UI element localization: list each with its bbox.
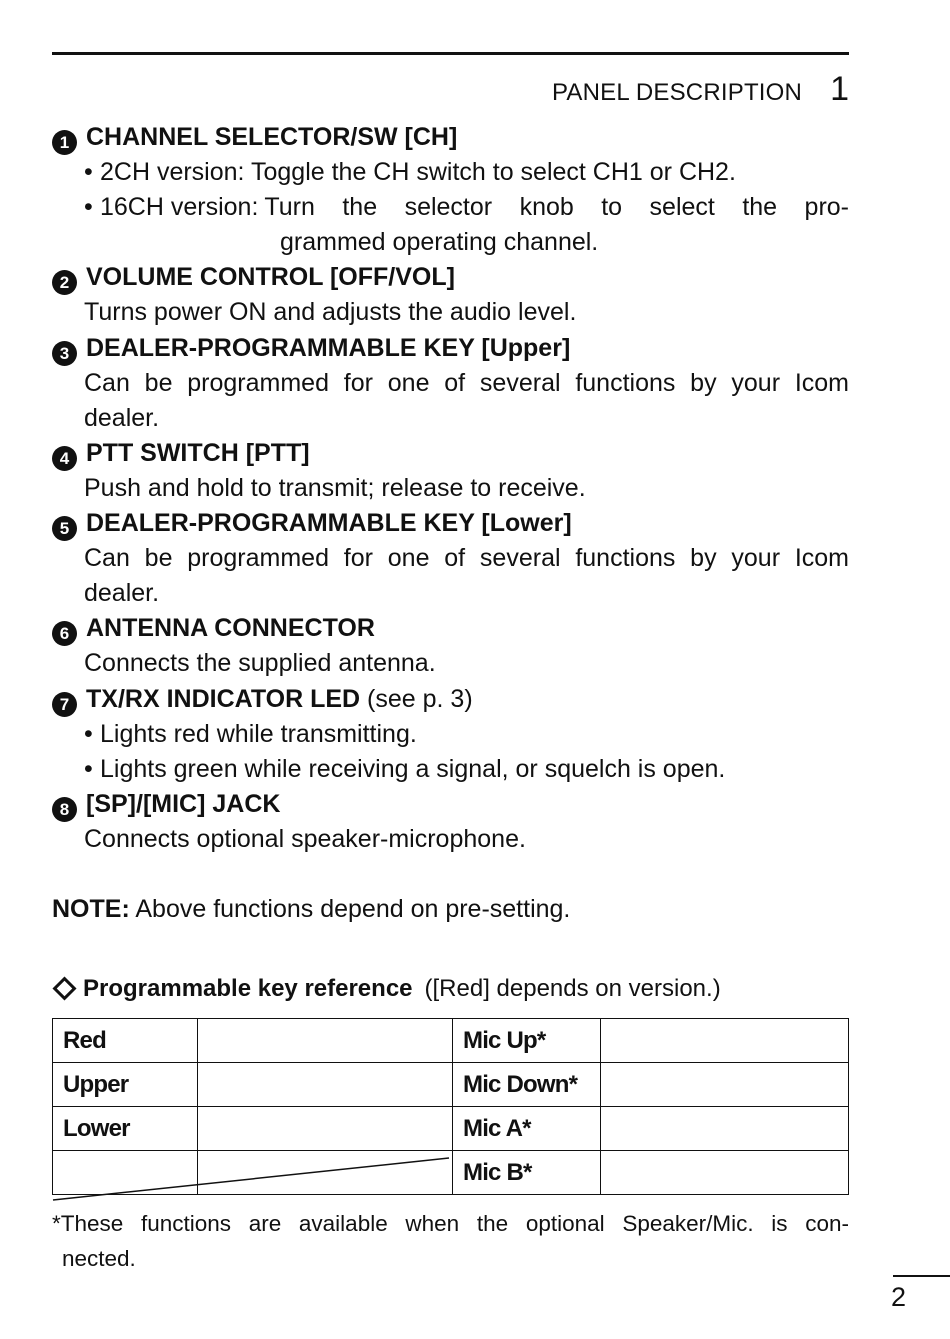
- reference-subtitle: ([Red] depends on version.): [424, 975, 721, 1002]
- item-title: DEALER-PROGRAMMABLE KEY [Lower]: [86, 509, 572, 538]
- item-description: Connects the supplied antenna.: [84, 649, 436, 678]
- top-rule: [52, 52, 849, 55]
- running-header: [552, 70, 849, 109]
- table-row: [53, 1107, 849, 1151]
- item-antenna-connector: [52, 611, 849, 646]
- note: [52, 892, 849, 927]
- number-marker: 2: [52, 270, 77, 295]
- item-description: dealer.: [84, 579, 160, 608]
- note-text: Above functions depend on pre-setting.: [135, 895, 571, 924]
- chapter-number: 1: [830, 70, 849, 108]
- page-number-rule: [893, 1275, 950, 1277]
- note-label: NOTE:: [52, 895, 130, 924]
- number-marker: 7: [52, 692, 77, 717]
- right-key-cell: Mic B*: [453, 1151, 601, 1195]
- number-marker: 3: [52, 341, 77, 366]
- item-description: Can be programmed for one of several functions by your Icom: [84, 368, 849, 397]
- footnote-line: nected.: [62, 1246, 136, 1271]
- left-key-cell: Red: [53, 1019, 198, 1063]
- reference-heading: [52, 975, 721, 1003]
- number-marker: 4: [52, 446, 77, 471]
- item-title: VOLUME CONTROL [OFF/VOL]: [86, 263, 455, 292]
- diamond-icon: [52, 977, 76, 1001]
- item-title: CHANNEL SELECTOR/SW [CH]: [86, 123, 458, 151]
- page-number: 2: [891, 1282, 907, 1312]
- item-description: dealer.: [84, 403, 160, 432]
- number-marker: 8: [52, 797, 77, 822]
- right-key-cell: Mic Up*: [453, 1019, 601, 1063]
- item-txrx-indicator: [52, 682, 849, 717]
- bullet-item: • 16CH version: Turn the selector knob to select the pro-: [84, 193, 849, 222]
- item-title: ANTENNA CONNECTOR: [86, 614, 375, 643]
- left-value-cell: [198, 1107, 453, 1151]
- right-key-cell: Mic A*: [453, 1107, 601, 1151]
- item-title: DEALER-PROGRAMMABLE KEY [Upper]: [86, 333, 571, 362]
- item-ptt-switch: [52, 436, 849, 471]
- number-marker: 5: [52, 516, 77, 541]
- item-dealer-key-lower: [52, 506, 849, 541]
- item-description: Can be programmed for one of several functions by your Icom: [84, 544, 849, 573]
- number-marker: 6: [52, 621, 77, 646]
- left-value-cell: [198, 1063, 453, 1107]
- table-row: [53, 1063, 849, 1107]
- bullet-item: • 2CH version: Toggle the CH switch to select CH1 or CH2.: [84, 158, 736, 187]
- item-description: Connects optional speaker-microphone.: [84, 824, 526, 853]
- reference-title: Programmable key reference: [83, 975, 413, 1002]
- bullet-item: • Lights red while transmitting.: [84, 719, 417, 748]
- right-value-cell: [601, 1107, 849, 1151]
- section-title: PANEL DESCRIPTION: [551, 79, 803, 106]
- bullet-continuation: grammed operating channel.: [280, 228, 599, 257]
- diagonal-strike: [52, 1156, 450, 1202]
- item-title: PTT SWITCH [PTT]: [86, 438, 310, 467]
- left-key-cell: Upper: [53, 1063, 198, 1107]
- table-row: [53, 1019, 849, 1063]
- bullet-item: • Lights green while receiving a signal, or squelch is open.: [84, 754, 726, 783]
- item-dealer-key-upper: [52, 331, 849, 366]
- right-value-cell: [601, 1019, 849, 1063]
- item-title: [SP]/[MIC] JACK: [86, 789, 281, 818]
- footnote: [52, 1206, 849, 1276]
- left-key-cell: Lower: [53, 1107, 198, 1151]
- left-value-cell: [198, 1019, 453, 1063]
- item-title: TX/RX INDICATOR LED: [86, 684, 361, 713]
- item-description: Turns power ON and adjusts the audio level.: [84, 298, 577, 327]
- item-channel-selector: [52, 120, 849, 155]
- number-marker: 1: [52, 130, 77, 155]
- right-value-cell: [601, 1151, 849, 1195]
- item-volume-control: [52, 260, 849, 295]
- page-reference: (see p. 3): [367, 684, 473, 713]
- footnote-line: *These functions are available when the optional Speaker/Mic. is con-: [52, 1211, 849, 1236]
- right-value-cell: [601, 1063, 849, 1107]
- panel-description-list: [52, 120, 849, 927]
- right-key-cell: Mic Down*: [453, 1063, 601, 1107]
- item-sp-mic-jack: [52, 787, 849, 822]
- item-description: Push and hold to transmit; release to receive.: [84, 473, 586, 502]
